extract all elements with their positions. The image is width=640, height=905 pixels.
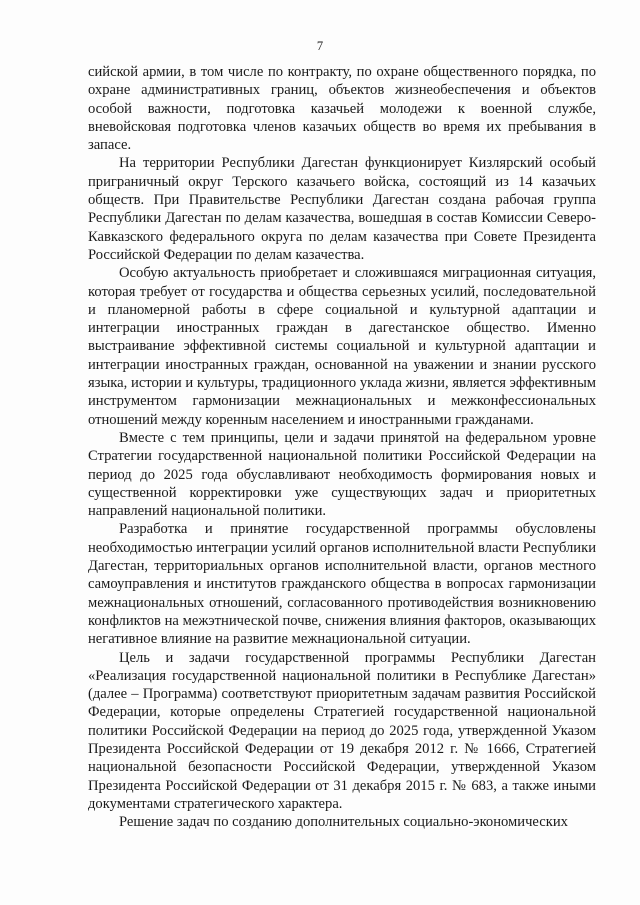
paragraph-7: Решение задач по созданию дополнительных социально-экономических	[119, 814, 568, 831]
paragraph-3: Особую актуальность приобретает и сложившаяся миграционная ситуация, которая требует от государства и общества серьезных усилий, последовательной и планомерной работы в сфере социальной и культурной адаптации и интеграции иностранных граждан в дагестанское общество. Именно выстраивание эффективной системы социальной и культурной адаптации и интеграции иностранных граждан, основанной на уважении и знании русского языка, истории и культуры, традиционного уклада жизни, является эффективным инструментом гармонизации межнациональных и межконфессиональных отношений между коренным населением и иностранными гражданами.	[88, 265, 596, 428]
paragraph-2: На территории Республики Дагестан функционирует Кизлярский особый приграничный округ Терского казачьего войска, состоящий из 14 казачьих обществ. При Правительстве Республики Дагестан создана рабочая группа Республики Дагестан по делам казачества, вошедшая в состав Комиссии Северо-Кавказского федерального округа по делам казачества при Совете Президента Российской Федерации по делам казачества.	[88, 155, 596, 263]
paragraph-5: Разработка и принятие государственной программы обусловлены необходимостью интеграции усилий органов исполнительной власти Республики Дагестан, территориальных органов исполнительной власти, органов местного самоуправления и институтов гражданского общества в вопросах гармонизации межнациональных отношений, согласованного противодействия возникновению конфликтов на межэтнической почве, снижения влияния факторов, оказывающих негативное влияние на развитие межнациональной ситуации.	[88, 521, 596, 648]
document-body	[88, 63, 596, 831]
paragraph-6: Цель и задачи государственной программы Республики Дагестан «Реализация государственной национальной политики в Республике Дагестан» (далее – Программа) соответствуют приоритетным задачам развития Российской Федерации, которые определены Стратегией государственной национальной политики Российской Федерации на период до 2025 года, утвержденной Указом Президента Российской Федерации от 19 декабря 2012 г. № 1666, Стратегией национальной безопасности Российской Федерации, утвержденной Указом Президента Российской Федерации от 31 декабря 2015 г. № 683, а также иными документами стратегического характера.	[88, 649, 596, 812]
page-number: 7	[316, 39, 324, 53]
paragraph-1: сийской армии, в том числе по контракту, по охране общественного порядка, по охране административных границ, объектов жизнеобеспечения и объектов особой важности, подготовка казачьей молодежи к военной службе, вневойсковая подготовка членов казачьих обществ во время их пребывания в запасе.	[88, 64, 596, 154]
paragraph-4: Вместе с тем принципы, цели и задачи принятой на федеральном уровне Стратегии государственной национальной политики Российской Федерации на период до 2025 года обуславливают необходимость формирования новых и существенной корректировки уже существующих задач и приоритетных направлений национальной политики.	[88, 429, 596, 520]
